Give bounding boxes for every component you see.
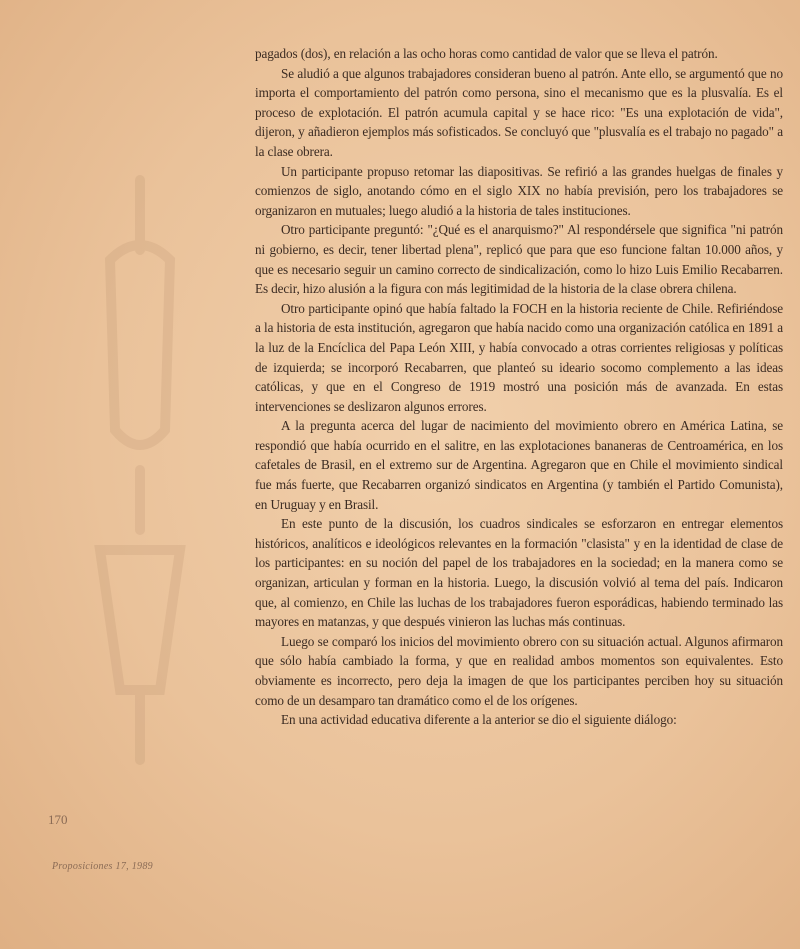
paragraph: Luego se comparó los inicios del movimiento obrero con su situación actual. Algunos afirmaron que sólo había cambiado la forma, y que en realidad ambos momentos son equivalentes. Esto obviamente es incorrecto, pero deja la imagen de que los participantes perciben hoy su situación como de un desamparo tan dramático como el de los orígenes. [255,633,783,708]
paragraph: pagados (dos), en relación a las ocho horas como cantidad de valor que se lleva el patrón. [255,46,718,61]
paragraph: Un participante propuso retomar las diapositivas. Se refirió a las grandes huelgas de finales y comienzos de siglo, anotando cómo en el siglo XIX no había previsión, pero los trabajadores se organizaron en mutuales; luego aludió a la historia de tales instituciones. [255,163,783,218]
footer-citation: Proposiciones 17, 1989 [52,861,153,872]
paragraph: Otro participante preguntó: "¿Qué es el anarquismo?" Al respondérsele que significa "ni patrón ni gobierno, es decir, tener libertad plena", replicó que para que eso funcione faltan 10.000 años, y que es necesario seguir un camino correcto de sindicalización, como lo hizo Luis Emilio Recabarren. Es decir, hizo alusión a la figura con más legitimidad de la historia de la clase obrera chilena. [255,222,783,297]
bleed-through-figure [70,170,210,770]
page-number: 170 [48,812,68,827]
paragraph: Se aludió a que algunos trabajadores consideran bueno al patrón. Ante ello, se argumentó que no importa el comportamiento del patrón como persona, sino el mecanismo que es la plusvalía. Es el proceso de explotación. El patrón acumula capital y se hace rico: "Es una explotación de vida", dijeron, y añadieron ejemplos más sofisticados. Se concluyó que "plusvalía es el trabajo no pagado" a la clase obrera. [255,65,783,159]
paragraph: En este punto de la discusión, los cuadros sindicales se esforzaron en entregar elementos históricos, analíticos e ideológicos relevantes en la formación "clasista" y en la identidad de clase de los participantes: en su noción del papel de los trabajadores en la sociedad; en la manera como se organizan, articulan y forman en la historia. Luego, la discusión volvió al tema del país. Indicaron que, al comienzo, en Chile las luchas de los trabajadores fueron esporádicas, habiendo terminado las mayores en matanzas, y que después vinieron las luchas más continuas. [255,516,783,630]
body-text [255,44,783,730]
paragraph: A la pregunta acerca del lugar de nacimiento del movimiento obrero en América Latina, se respondió que había ocurrido en el salitre, en las explotaciones bananeras de Centroamérica, en los cafetales de Brasil, en el extremo sur de Argentina. Agregaron que en Chile el movimiento sindical fue más fuerte, que Recabarren organizó sindicatos en Argentina (y también el Partido Comunista), en Uruguay y en Brasil. [255,418,783,512]
paragraph: Otro participante opinó que había faltado la FOCH en la historia reciente de Chile. Refiriéndose a la historia de esta institución, agregaron que había nacido como una organización católica en 1891 a la luz de la Encíclica del Papa León XIII, y había convocado a otras corrientes religiosas y políticas de izquierda; se incorporó Recabarren, que planteó su ideario socomo complemento a las ideas católicas, y que en el Congreso de 1919 mostró una posición más de avanzada. En estas intervenciones se deslizaron algunos errores. [255,300,783,414]
paragraph: En una actividad educativa diferente a la anterior se dio el siguiente diálogo: [281,712,677,728]
